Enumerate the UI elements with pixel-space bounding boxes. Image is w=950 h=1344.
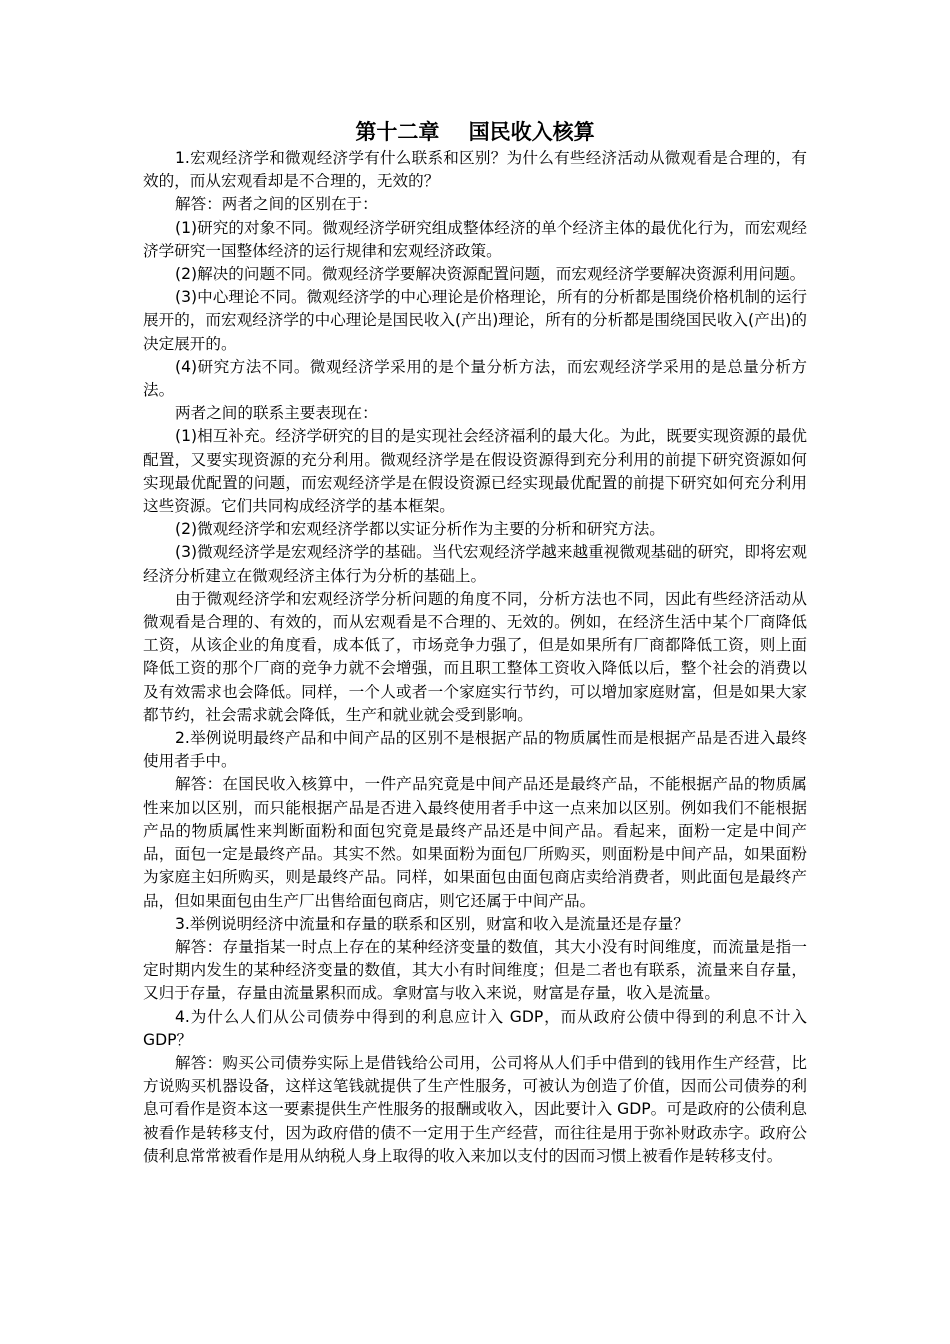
question-3: 3.举例说明经济中流量和存量的联系和区别，财富和收入是流量还是存量？ [175,914,689,933]
question-4: 4.为什么人们从公司债券中得到的利息应计入 GDP，而从政府公债中得到的利息不计入 GDP？ [143,1007,807,1049]
answer-paragraph: 解答：购买公司债券实际上是借钱给公司用，公司将从人们手中借到的钱用作生产经营，比方说购买机器设备，这样这笔钱就提供了生产性服务，可被认为创造了价值，因而公司债券的利息可看作是资本这一要素提供生产性服务的报酬或收入，因此要计入 GDP。可是政府的公债利息被看作是转移支付，因为政府借的债不一定用于生产经营，而往往是用于弥补财政赤字。政府公债利息常常被看作是用从纳税人身上取得的收入来加以支付的因而习惯上被看作是转移支付。 [143,1053,807,1165]
answer-paragraph: 两者之间的联系主要表现在： [175,404,378,423]
chapter-title: 第十二章 国民收入核算 [355,120,595,144]
answer-paragraph: 由于微观经济学和宏观经济学分析问题的角度不同，分析方法也不同，因此有些经济活动从微观看是合理的、有效的，而从宏观看是不合理的、无效的。例如，在经济生活中某个厂商降低工资，从该企业的角度看，成本低了，市场竞争力强了，但是如果所有厂商都降低工资，则上面降低工资的那个厂商的竞争力就不会增强，而且职工整体工资收入降低以后，整个社会的消费以及有效需求也会降低。同样，一个人或者一个家庭实行节约，可以增加家庭财富，但是如果大家都节约，社会需求就会降低，生产和就业就会受到影响。 [143,589,807,724]
answer-paragraph: (3)中心理论不同。微观经济学的中心理论是价格理论，所有的分析都是围绕价格机制的运行展开的，而宏观经济学的中心理论是国民收入(产出)理论，所有的分析都是围绕国民收入(产出)的决定展开的。 [143,288,807,353]
answer-paragraph: (2)微观经济学和宏观经济学都以实证分析作为主要的分析和研究方法。 [175,520,665,539]
answer-paragraph: 解答：两者之间的区别在于： [175,195,378,214]
document-body [143,147,807,1168]
answer-paragraph: (4)研究方法不同。微观经济学采用的是个量分析方法，而宏观经济学采用的是总量分析方法。 [143,357,807,400]
question-1: 1.宏观经济学和微观经济学有什么联系和区别？为什么有些经济活动从微观看是合理的，有效的，而从宏观看却是不合理的，无效的？ [143,149,807,191]
answer-paragraph: 解答：在国民收入核算中，一件产品究竟是中间产品还是最终产品，不能根据产品的物质属性来加以区别，而只能根据产品是否进入最终使用者手中这一点来加以区别。例如我们不能根据产品的物质属性来判断面粉和面包究竟是最终产品还是中间产品。看起来，面粉一定是中间产品，面包一定是最终产品。其实不然。如果面粉为面包厂所购买，则面粉是中间产品，如果面粉为家庭主妇所购买，则是最终产品。同样，如果面包由面包商店卖给消费者，则此面包是最终产品，但如果面包由生产厂出售给面包商店，则它还属于中间产品。 [143,775,807,910]
answer-paragraph: (2)解决的问题不同。微观经济学要解决资源配置问题，而宏观经济学要解决资源利用问题。 [175,265,806,284]
answer-paragraph: (3)微观经济学是宏观经济学的基础。当代宏观经济学越来越重视微观基础的研究，即将宏观经济分析建立在微观经济主体行为分析的基础上。 [143,543,807,585]
question-2: 2.举例说明最终产品和中间产品的区别不是根据产品的物质属性而是根据产品是否进入最终使用者手中。 [143,729,807,771]
answer-paragraph: (1)研究的对象不同。微观经济学研究组成整体经济的单个经济主体的最优化行为，而宏观经济学研究一国整体经济的运行规律和宏观经济政策。 [143,218,807,260]
answer-paragraph: 解答：存量指某一时点上存在的某种经济变量的数值，其大小没有时间维度，而流量是指一定时期内发生的某种经济变量的数值，其大小有时间维度；但是二者也有联系，流量来自存量，又归于存量，存量由流量累积而成。拿财富与收入来说，财富是存量，收入是流量。 [143,937,807,1003]
answer-paragraph: (1)相互补充。经济学研究的目的是实现社会经济福利的最大化。为此，既要实现资源的最优配置，又要实现资源的充分利用。微观经济学是在假设资源得到充分利用的前提下研究资源如何实现最优配置的问题，而宏观经济学是在假设资源已经实现最优配置的前提下研究如何充分利用这些资源。它们共同构成经济学的基本框架。 [143,427,807,516]
